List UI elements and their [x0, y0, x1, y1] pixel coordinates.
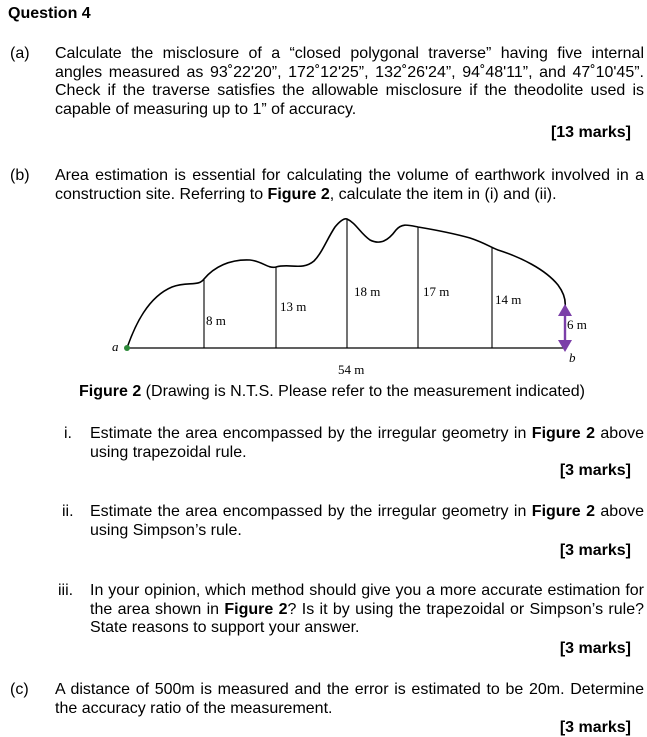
item-ii-figure-ref: Figure 2 [531, 503, 595, 520]
item-iii-text-pre: In your opinion, which method should give you a more accurate estimation for the area shown in [90, 582, 644, 618]
part-c-text: A distance of 500m is measured and the error is estimated to be 20m. Determine the accuracy ratio of the measurement. [55, 681, 644, 717]
part-c-label: (c) [10, 681, 29, 698]
offset-label-3: 18 m [354, 284, 381, 299]
item-i-text-post: above using trapezoidal rule. [90, 425, 645, 461]
item-ii-text-post: above using Simpson’s rule. [90, 503, 645, 539]
item-ii-marks: [3 marks] [559, 542, 631, 559]
item-i-text-pre: Estimate the area encompassed by the irregular geometry in [90, 425, 532, 442]
irregular-boundary-curve [127, 219, 565, 348]
offset-label-4: 17 m [423, 284, 450, 299]
item-iii-label: iii. [58, 582, 74, 599]
item-iii-text-post: ? Is it by using the trapezoidal or Simpson’s rule? State reasons to support your answer. [90, 600, 644, 636]
point-a-label: a [112, 339, 119, 354]
part-a-text: Calculate the misclosure of a “closed polygonal traverse” having five internal angles measured as 93˚22'20”, 172˚12'25”, 132˚26'24”, 94˚48'11”, and 47˚10'45”. Check if the traverse satisfies the allowable misclosure if the theodolite used is capable of measuring up to 1” of accuracy. [55, 45, 644, 118]
item-iii-figure-ref: Figure 2 [224, 600, 288, 618]
item-i-text [90, 425, 644, 462]
part-a-label: (a) [10, 45, 30, 62]
item-ii-text [90, 503, 644, 540]
item-iii-marks: [3 marks] [559, 640, 631, 657]
point-b-label: b [569, 350, 576, 365]
part-b-text-post: , calculate the item in (i) and (ii). [329, 185, 557, 203]
part-b-label: (b) [10, 167, 30, 184]
question-title: Question 4 [8, 5, 91, 22]
offset-label-6: 6 m [567, 317, 587, 332]
figure-caption-text: (Drawing is N.T.S. Please refer to the measurement indicated) [141, 383, 585, 400]
part-b-figure-ref: Figure 2 [267, 185, 330, 203]
offset-label-1: 8 m [206, 313, 226, 328]
offset-label-2: 13 m [280, 299, 307, 314]
item-i-figure-ref: Figure 2 [531, 425, 595, 442]
part-a-marks: [13 marks] [550, 124, 631, 141]
part-c-marks: [3 marks] [559, 719, 631, 736]
item-i-marks: [3 marks] [559, 462, 631, 479]
part-b-text-pre: Area estimation is essential for calculating the volume of earthwork involved in a construction site. Referring to [55, 167, 644, 203]
part-b-text [55, 167, 644, 204]
figure-2-diagram [0, 205, 647, 380]
item-i-label: i. [64, 425, 72, 442]
figure-caption-label: Figure 2 [79, 383, 142, 400]
offset-label-5: 14 m [495, 292, 522, 307]
base-length-label: 54 m [338, 362, 365, 377]
item-iii-text [90, 582, 644, 638]
item-ii-label: ii. [62, 503, 74, 520]
point-a-dot [124, 345, 130, 351]
item-ii-text-pre: Estimate the area encompassed by the irregular geometry in [90, 503, 532, 520]
end-offset-arrow-up-icon [558, 304, 572, 316]
figure-caption [79, 383, 585, 401]
